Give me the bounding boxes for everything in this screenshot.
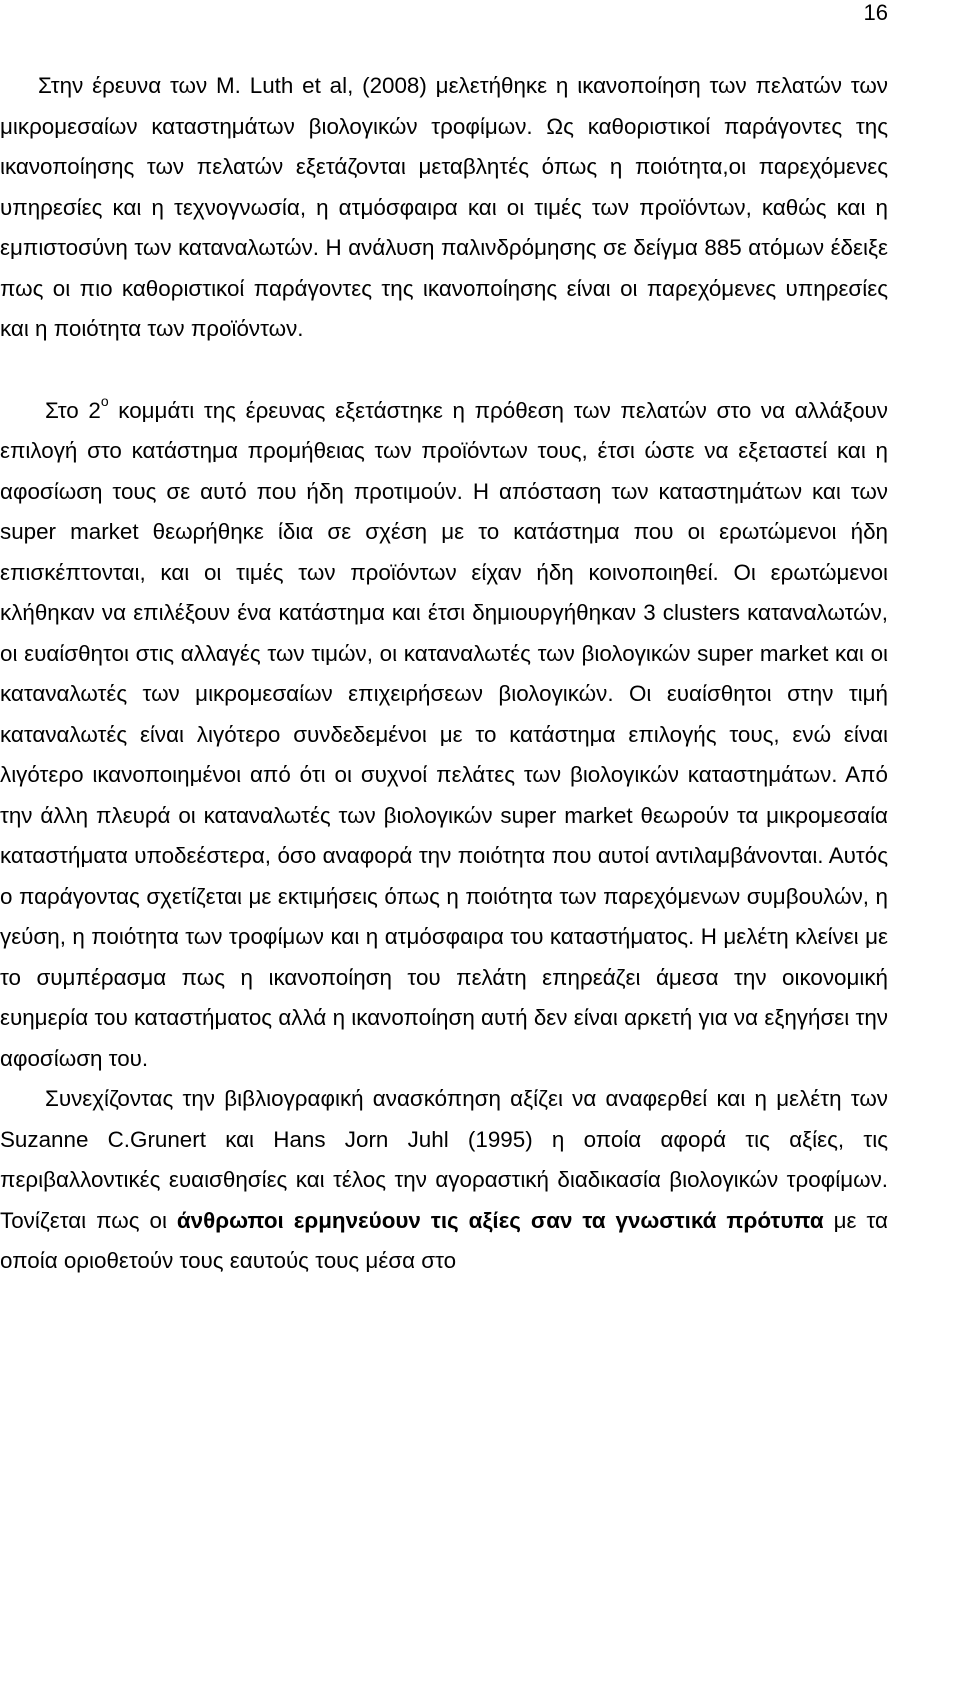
page-number: 16 — [863, 0, 888, 25]
paragraph-lead-text: Συνεχίζοντας την βιβλιογραφική ανασκόπηση αξίζει να αναφερθεί και η μελέτη των Suzanne C.Grunert και Hans Jorn Juhl (1995) η οποία αφορά τις αξίες, τις περιβαλλοντικές ευαισθησίες και τέλος την αγοραστική διαδικασία βιολογικών τροφίμων. Τονίζεται πως οι — [0, 1086, 888, 1233]
paragraph-lead-text: Στο 2 — [45, 397, 101, 423]
paragraph-grunert-juhl — [0, 1079, 888, 1282]
ordinal-superscript: ο — [100, 392, 109, 409]
paragraph-luth-study: Στην έρευνα των M. Luth et al, (2008) μελετήθηκε η ικανοποίηση των πελατών των μικρομεσαίων καταστημάτων βιολογικών τροφίμων. Ως καθοριστικοί παράγοντες της ικανοποίησης των πελατών εξετάζονται μεταβλητές όπως η ποιότητα,οι παρεχόμενες υπηρεσίες και η τεχνογνωσία, η ατμόσφαιρα και οι τιμές των προϊόντων, καθώς και η εμπιστοσύνη των καταναλωτών. Η ανάλυση παλινδρόμησης σε δείγμα 885 ατόμων έδειξε πως οι πιο καθοριστικοί παράγοντες της ικανοποίησης είναι οι παρεχόμενες υπηρεσίες και η ποιότητα των προϊόντων. — [0, 73, 888, 341]
paragraph-body-text: κομμάτι της έρευνας εξετάστηκε η πρόθεση των πελατών στο να αλλάξουν επιλογή στο κατάστημα προμήθειας των προϊόντων τους, έτσι ώστε να εξεταστεί και η αφοσίωση τους σε αυτό που ήδη προτιμούν. Η απόσταση των καταστημάτων και των super market θεωρήθηκε ίδια σε σχέση με το κατάστημα που οι ερωτώμενοι ήδη επισκέπτονται, και οι τιμές των προϊόντων είχαν ήδη κοινοποιηθεί. Οι ερωτώμενοι κλήθηκαν να επιλέξουν ένα κατάστημα και έτσι δημιουργήθηκαν 3 clusters καταναλωτών, οι ευαίσθητοι στις αλλαγές των τιμών, οι καταναλωτές των βιολογικών super market και οι καταναλωτές των μικρομεσαίων επιχειρήσεων βιολογικών. Οι ευαίσθητοι στην τιμή καταναλωτές είναι λιγότερο συνδεδεμένοι με το κατάστημα επιλογής τους, ενώ είναι λιγότερο ικανοποιημένοι από ότι οι συχνοί πελάτες των βιολογικών καταστημάτων. Από την άλλη πλευρά οι καταναλωτές των βιολογικών super market θεωρούν τα μικρομεσαία καταστήματα υποδεέστερα, όσο αναφορά την ποιότητα που αυτοί αντιλαμβάνονται. Αυτός ο παράγοντας σχετίζεται με εκτιμήσεις όπως η ποιότητα των παρεχόμενων συμβουλών, η γεύση, η ποιότητα των τροφίμων και η ατμόσφαιρα του καταστήματος. Η μελέτη κλείνει με το συμπέρασμα πως η ικανοποίηση του πελάτη επηρεάζει άμεσα την οικονομική ευημερία του καταστήματος αλλά η ικανοποίηση αυτή δεν είναι αρκετή για να εξηγήσει την αφοσίωση του. — [0, 397, 888, 1071]
bold-emphasis-text: άνθρωποι ερμηνεύουν τις αξίες σαν τα γνωστικά πρότυπα — [176, 1207, 824, 1233]
paragraph-store-switching — [0, 391, 888, 1080]
document-body — [0, 66, 888, 1282]
paragraph-trailing-text: με τα οποία οριοθετούν τους εαυτούς τους μέσα στο — [0, 1207, 888, 1273]
